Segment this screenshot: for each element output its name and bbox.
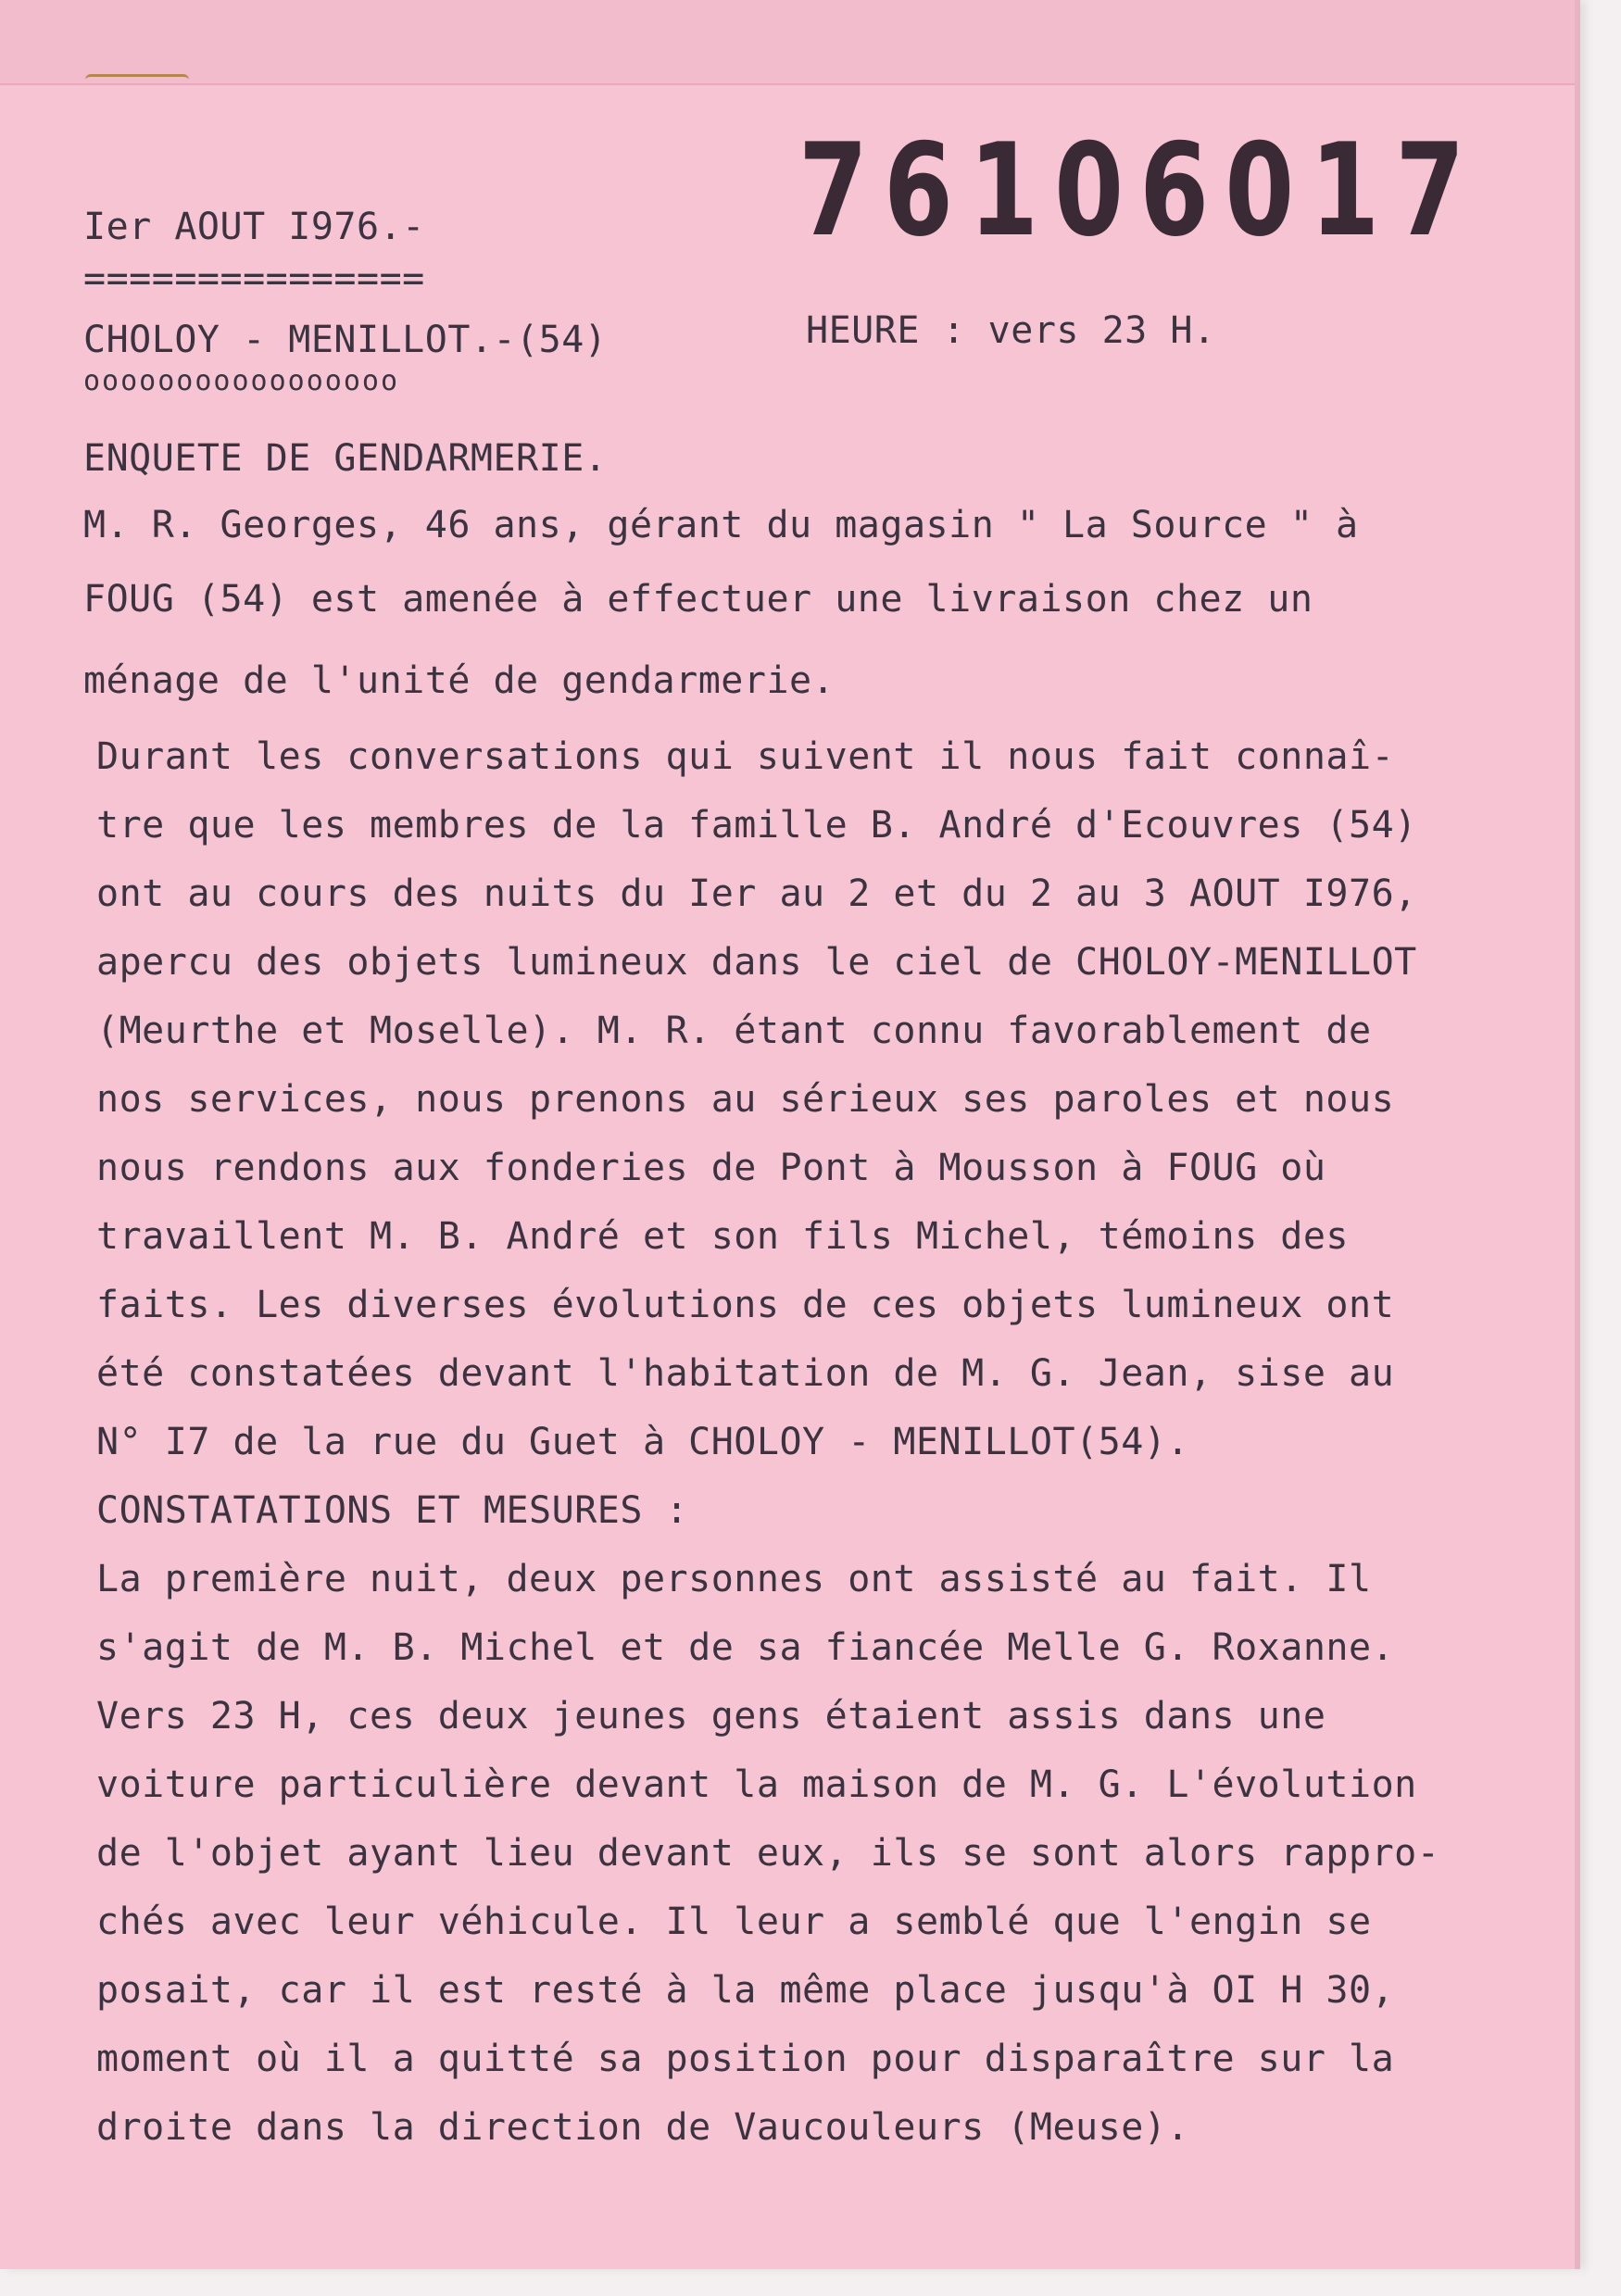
body-line: CONSTATATIONS ET MESURES :: [96, 1489, 689, 1532]
time-line: HEURE : vers 23 H.: [806, 309, 1216, 352]
body-line: été constatées devant l'habitation de M. G. Jean, sise au: [96, 1352, 1395, 1395]
body-line: La première nuit, deux personnes ont assisté au fait. Il: [96, 1558, 1372, 1600]
report-body: [96, 722, 1439, 2162]
body-line: de l'objet ayant lieu devant eux, ils se sont alors rappro-: [96, 1832, 1440, 1875]
body-line: Durant les conversations qui suivent il nous fait connaî-: [96, 735, 1395, 778]
body-line: (Meurthe et Moselle). M. R. étant connu favorablement de: [96, 1010, 1372, 1052]
body-line: ont au cours des nuits du Ier au 2 et du 2 au 3 AOUT I976,: [96, 872, 1417, 915]
folded-top-edge: [0, 0, 1575, 85]
body-line: N° I7 de la rue du Guet à CHOLOY - MENILLOT(54).: [96, 1421, 1189, 1463]
staple-mark: [85, 74, 189, 86]
body-line: travaillent M. B. André et son fils Michel, témoins des: [96, 1215, 1350, 1258]
date-line: Ier AOUT I976.-: [83, 206, 425, 248]
intro-line-3: ménage de l'unité de gendarmerie.: [83, 659, 836, 702]
location-line: CHOLOY - MENILLOT.-(54): [83, 319, 608, 361]
body-line: droite dans la direction de Vaucouleurs (Meuse).: [96, 2106, 1189, 2149]
body-line: nos services, nous prenons au sérieux ses paroles et nous: [96, 1078, 1395, 1121]
body-line: Vers 23 H, ces deux jeunes gens étaient assis dans une: [96, 1695, 1326, 1738]
body-line: tre que les membres de la famille B. André d'Ecouvres (54): [96, 804, 1417, 847]
body-line: s'agit de M. B. Michel et de sa fiancée Melle G. Roxanne.: [96, 1626, 1395, 1669]
body-line: chés avec leur véhicule. Il leur a semblé que l'engin se: [96, 1901, 1372, 1943]
reference-number-stamp: 76106017: [798, 116, 1481, 265]
date-underline: ===============: [83, 257, 425, 300]
section-heading: ENQUETE DE GENDARMERIE.: [83, 437, 608, 480]
body-line: posait, car il est resté à la même place jusqu'à OI H 30,: [96, 1969, 1395, 2012]
body-line: nous rendons aux fonderies de Pont à Mousson à FOUG où: [96, 1147, 1326, 1189]
body-line: moment où il a quitté sa position pour disparaître sur la: [96, 2038, 1395, 2080]
body-line: apercu des objets lumineux dans le ciel de CHOLOY-MENILLOT: [96, 941, 1417, 984]
location-underline: ooooooooooooooooo: [83, 365, 400, 397]
intro-line-1: M. R. Georges, 46 ans, gérant du magasin " La Source " à: [83, 504, 1359, 546]
intro-line-2: FOUG (54) est amenée à effectuer une livraison chez un: [83, 578, 1313, 621]
body-line: faits. Les diverses évolutions de ces objets lumineux ont: [96, 1284, 1395, 1326]
body-line: voiture particulière devant la maison de M. G. L'évolution: [96, 1763, 1417, 1806]
